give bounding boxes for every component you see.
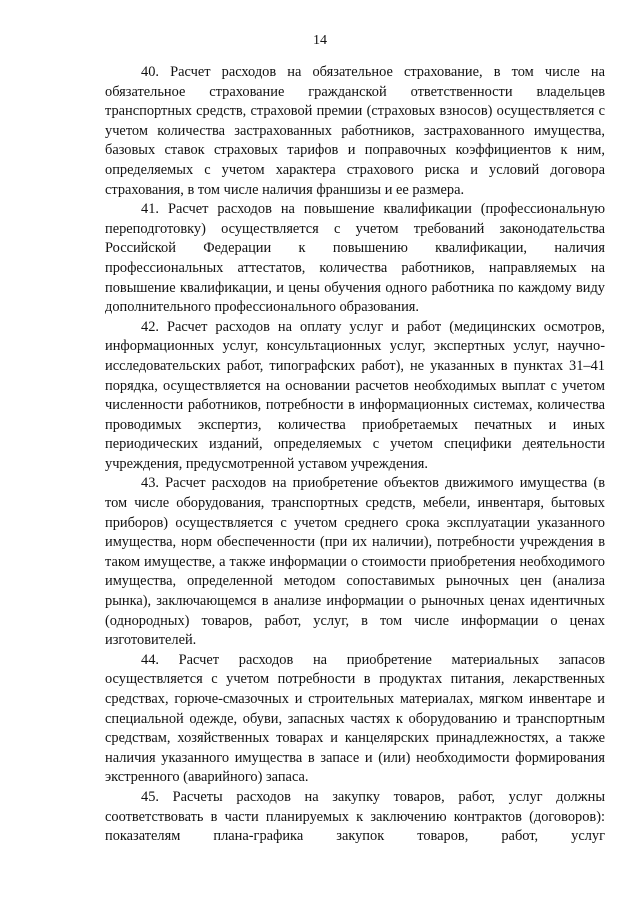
- page-number: 14: [313, 33, 327, 48]
- paragraph-42: 42. Расчет расходов на оплату услуг и работ (медицинских осмотров, информационных услуг, консультационных услуг, экспертных услуг, научно-исследовательских работ, типографских работ), не указанных в пунктах 31–41 порядка, осуществляется на основании расчетов необходимых выплат с учетом численности работников, потребности в информационных системах, количества проводимых экспертиз, количества приобретаемых печатных и иных периодических изданий, определяемых с учетом специфики деятельности учреждения, предусмотренной уставом учреждения.: [105, 318, 605, 472]
- paragraph-41: 41. Расчет расходов на повышение квалификации (профессиональную переподготовку) осуществляется с учетом требований законодательства Российской Федерации к повышению квалификации, наличия профессиональных аттестатов, количества работников, направляемых на повышение квалификации, и цены обучения одного работника по каждому виду дополнительного профессионального образования.: [105, 201, 605, 316]
- paragraph-45: 45. Расчеты расходов на закупку товаров, работ, услуг должны соответствовать в части планируемых к заключению контрактов (договоров): показателям плана-графика закупок товаров, работ, услуг: [105, 788, 605, 845]
- paragraph-44: 44. Расчет расходов на приобретение материальных запасов осуществляется с учетом потребности в продуктах питания, лекарственных средствах, горюче-смазочных и строительных материалах, мягком инвентаре и специальной одежде, обуви, запасных частях к оборудованию и транспортным средствам, хозяйственных товарах и канцелярских принадлежностях, а также наличия указанного имущества в запасе и (или) необходимости формирования экстренного (аварийного) запаса.: [105, 651, 605, 786]
- document-body: [105, 63, 605, 847]
- paragraph-40: 40. Расчет расходов на обязательное страхование, в том числе на обязательное страхование гражданской ответственности владельцев транспортных средств, страховой премии (страховых взносов) осуществляется с учетом количества застрахованных работников, застрахованного имущества, базовых ставок страховых тарифов и поправочных коэффициентов к ним, определяемых с учетом характера страхового риска и условий договора страхования, в том числе наличия франшизы и ее размера.: [105, 64, 605, 198]
- paragraph-43: 43. Расчет расходов на приобретение объектов движимого имущества (в том числе оборудования, транспортных средств, мебели, инвентаря, бытовых приборов) осуществляется с учетом среднего срока эксплуатации указанного имущества, норм обеспеченности (при их наличии), потребности учреждения в таком имуществе, а также информации о стоимости приобретения необходимого имущества, определенной методом сопоставимых рыночных цен (анализа рынка), заключающемся в анализе информации о рыночных ценах идентичных (однородных) товаров, работ, услуг, в том числе информации о ценах изготовителей.: [105, 475, 605, 649]
